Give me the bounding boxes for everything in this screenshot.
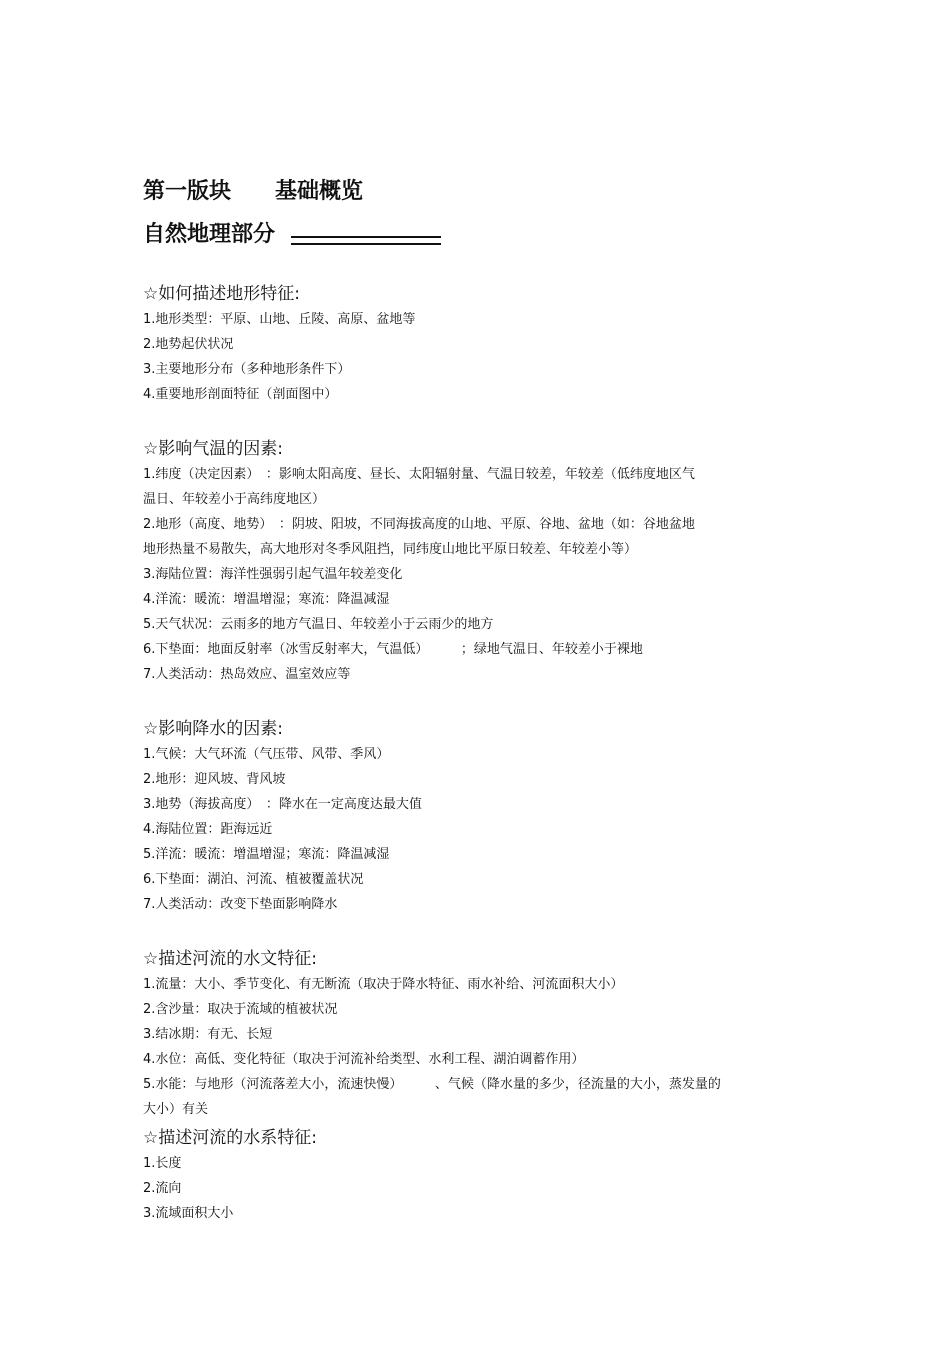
list-item: 2.地形：迎风坡、背风坡 bbox=[143, 772, 286, 787]
list-item: 2.流向 bbox=[143, 1181, 182, 1196]
list-item: 1.流量：大小、季节变化、有无断流（取决于降水特征、雨水补给、河流面积大小） bbox=[143, 977, 624, 992]
list-item: 4.洋流：暖流：增温增湿；寒流：降温减湿 bbox=[143, 592, 390, 607]
list-item: 1.纬度（决定因素） ：影响太阳高度、昼长、太阳辐射量、气温日较差，年较差（低纬度地区气 温日、年较差小于高纬度地区） bbox=[143, 467, 695, 507]
section-title: ☆如何描述地形特征: bbox=[143, 284, 300, 304]
document-page bbox=[143, 174, 783, 1226]
list-item: 3.地势（海拔高度） ：降水在一定高度达最大值 bbox=[143, 797, 422, 812]
page-subtitle: 自然地理部分 bbox=[143, 222, 276, 247]
list-item: 7.人类活动：热岛效应、温室效应等 bbox=[143, 667, 351, 682]
section-river-system bbox=[143, 1126, 783, 1226]
list-item: 6.下垫面：地面反射率（冰雪反射率大，气温低） ；绿地气温日、年较差小于裸地 bbox=[143, 642, 643, 657]
list-item: 3.流域面积大小 bbox=[143, 1206, 234, 1221]
list-item: 5.水能：与地形（河流落差大小，流速快慢） 、气候（降水量的多少，径流量的大小，蒸发量的 大小）有关 bbox=[143, 1077, 721, 1117]
list-item: 2.地形（高度、地势） ：阴坡、阳坡，不同海拔高度的山地、平原、谷地、盆地（如：谷地盆地 地形热量不易散失，高大地形对冬季风阻挡，同纬度山地比平原日较差、年较差小等） bbox=[143, 517, 695, 557]
list-item: 4.水位：高低、变化特征（取决于河流补给类型、水利工程、湖泊调蓄作用） bbox=[143, 1052, 585, 1067]
section-title: ☆影响降水的因素: bbox=[143, 719, 283, 739]
list-item: 5.洋流：暖流：增温增湿；寒流：降温减湿 bbox=[143, 847, 390, 862]
section-river-hydrology bbox=[143, 947, 783, 1122]
list-item: 4.重要地形剖面特征（剖面图中） bbox=[143, 387, 338, 402]
list-item: 4.海陆位置：距海远近 bbox=[143, 822, 273, 837]
list-item: 5.天气状况：云雨多的地方气温日、年较差小于云雨少的地方 bbox=[143, 617, 494, 632]
double-underline-decoration bbox=[291, 236, 441, 245]
list-item: 3.海陆位置：海洋性强弱引起气温年较差变化 bbox=[143, 567, 403, 582]
section-temperature bbox=[143, 437, 783, 687]
section-precipitation bbox=[143, 717, 783, 917]
list-item: 2.含沙量：取决于流域的植被状况 bbox=[143, 1002, 338, 1017]
section-title: ☆描述河流的水系特征: bbox=[143, 1128, 317, 1148]
section-title: ☆描述河流的水文特征: bbox=[143, 949, 317, 969]
list-item: 7.人类活动：改变下垫面影响降水 bbox=[143, 897, 338, 912]
page-title: 第一版块 基础概览 bbox=[143, 179, 364, 204]
list-item: 1.气候：大气环流（气压带、风带、季风） bbox=[143, 747, 390, 762]
list-item: 1.地形类型：平原、山地、丘陵、高原、盆地等 bbox=[143, 312, 416, 327]
list-item: 1.长度 bbox=[143, 1156, 182, 1171]
section-title: ☆影响气温的因素: bbox=[143, 439, 283, 459]
list-item: 6.下垫面：湖泊、河流、植被覆盖状况 bbox=[143, 872, 364, 887]
list-item: 3.主要地形分布（多种地形条件下） bbox=[143, 362, 351, 377]
list-item: 3.结冰期：有无、长短 bbox=[143, 1027, 273, 1042]
subtitle-row bbox=[143, 218, 783, 252]
section-terrain bbox=[143, 282, 783, 407]
list-item: 2.地势起伏状况 bbox=[143, 337, 234, 352]
